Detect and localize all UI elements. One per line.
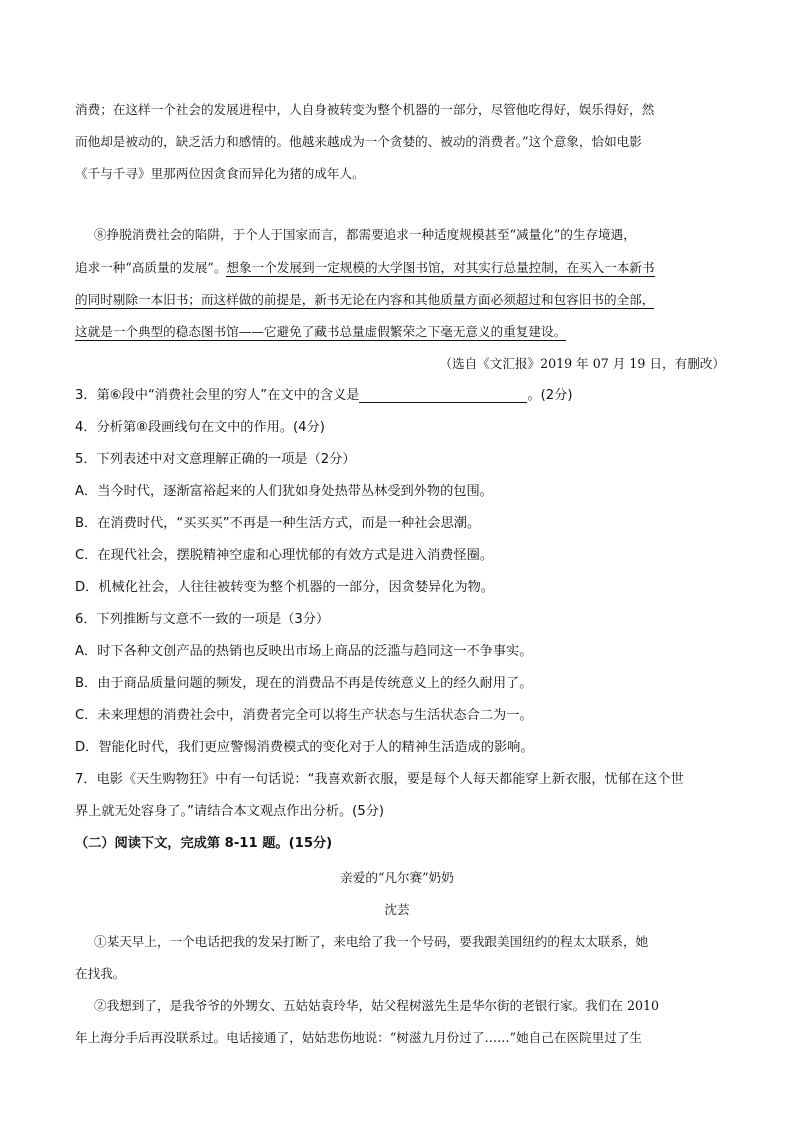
article-paragraph-2-line: ②我想到了，是我爷爷的外甥女、五姑姑袁玲华，姑父程树滋先生是华尔街的老银行家。我们在 2010: [94, 998, 659, 1013]
question-6-option-d: D．智能化时代，我们更应警惕消费模式的变化对于人的精神生活造成的影响。: [75, 740, 534, 755]
question-5-option-c: C．在现代社会，摆脱精神空虚和心理忧郁的有效方式是进入消费怪圈。: [75, 548, 494, 563]
question-3-points: 。(2分): [527, 388, 573, 403]
paragraph-8-line: [75, 319, 725, 345]
question-5-option-b: B．在消费时代，“买买买”不再是一种生活方式，而是一种社会思潮。: [75, 516, 481, 531]
article-paragraph-1-line: ①某天早上，一个电话把我的发呆打断了，来电给了我一个号码，要我跟美国纽约的程太太联系，她: [94, 934, 649, 949]
article-paragraph-1-line: 在找我。: [75, 966, 126, 981]
question-3: [75, 383, 725, 409]
question-5-option-a: A．当今时代，逐渐富裕起来的人们犹如身处热带丛林受到外物的包围。: [75, 484, 493, 499]
question-3-prompt: 3．第⑥段中“消费社会里的穷人”在文中的含义是: [75, 388, 360, 403]
question-6-option-b: B．由于商品质量问题的频发，现在的消费品不再是传统意义上的经久耐用了。: [75, 676, 533, 691]
underlined-sentence: 想象一个发展到一定规模的大学图书馆，对其实行总量控制，在买入一本新书: [226, 260, 655, 275]
passage-line: 而他却是被动的，缺乏活力和感情的。他越来越成为一个贪婪的、被动的消费者。”这个意象，恰如电影: [75, 134, 642, 149]
article-author: 沈芸: [384, 902, 410, 917]
underlined-sentence: 的同时剔除一本旧书；而这样做的前提是，新书无论在内容和其他质量方面必须超过和包容旧书的全部，: [75, 292, 655, 307]
paragraph-8-text: 追求一种“高质量的发展”。: [75, 260, 227, 275]
question-4: 4．分析第⑧段画线句在文中的作用。(4分): [75, 420, 325, 435]
question-7-line: 7．电影《天生购物狂》中有一句话说：“我喜欢新衣服，要是每个人每天都能穿上新衣服，忧郁在这个世: [75, 772, 684, 787]
paragraph-8-line: [75, 287, 725, 313]
article-title: 亲爱的“凡尔赛”奶奶: [340, 870, 454, 885]
passage-line: 《千与千寻》里那两位因贪食而异化为猪的成年人。: [75, 166, 365, 181]
question-5-option-d: D．机械化社会，人往往被转变为整个机器的一部分，因贪婪异化为物。: [75, 580, 494, 595]
question-6-option-c: C．未来理想的消费社会中，消费者完全可以将生产状态与生活状态合二为一。: [75, 708, 533, 723]
source-citation: （选自《文汇报》2019 年 07 月 19 日，有删改）: [439, 356, 725, 371]
question-7-line: 界上就无处容身了。”请结合本文观点作出分析。(5分): [75, 804, 385, 819]
passage-line: 消费；在这样一个社会的发展进程中，人自身被转变为整个机器的一部分，尽管他吃得好，娱乐得好，然: [75, 102, 655, 117]
answer-blank: [359, 386, 527, 403]
question-6-option-a: A．时下各种文创产品的热销也反映出市场上商品的泛滥与趋同这一不争事实。: [75, 644, 533, 659]
paragraph-8-line: ⑧挣脱消费社会的陷阱，于个人于国家而言，都需要追求一种适度规模甚至“减量化”的生存境遇，: [94, 227, 636, 242]
section-heading: （二）阅读下文，完成第 8-11 题。(15分): [75, 836, 333, 851]
underlined-sentence: 这就是一个典型的稳态图书馆——它避免了藏书总量虚假繁荣之下毫无意义的重复建设。: [75, 324, 567, 339]
article-paragraph-2-line: 年上海分手后再没联系过。电话接通了，姑姑悲伤地说：“树滋九月份过了……”她自己在医院里过了生: [75, 1030, 643, 1045]
question-5: 5．下列表述中对文意理解正确的一项是（2分）: [75, 452, 356, 467]
paragraph-8-line: [75, 255, 725, 281]
question-6: 6．下列推断与文意不一致的一项是（3分）: [75, 612, 330, 627]
